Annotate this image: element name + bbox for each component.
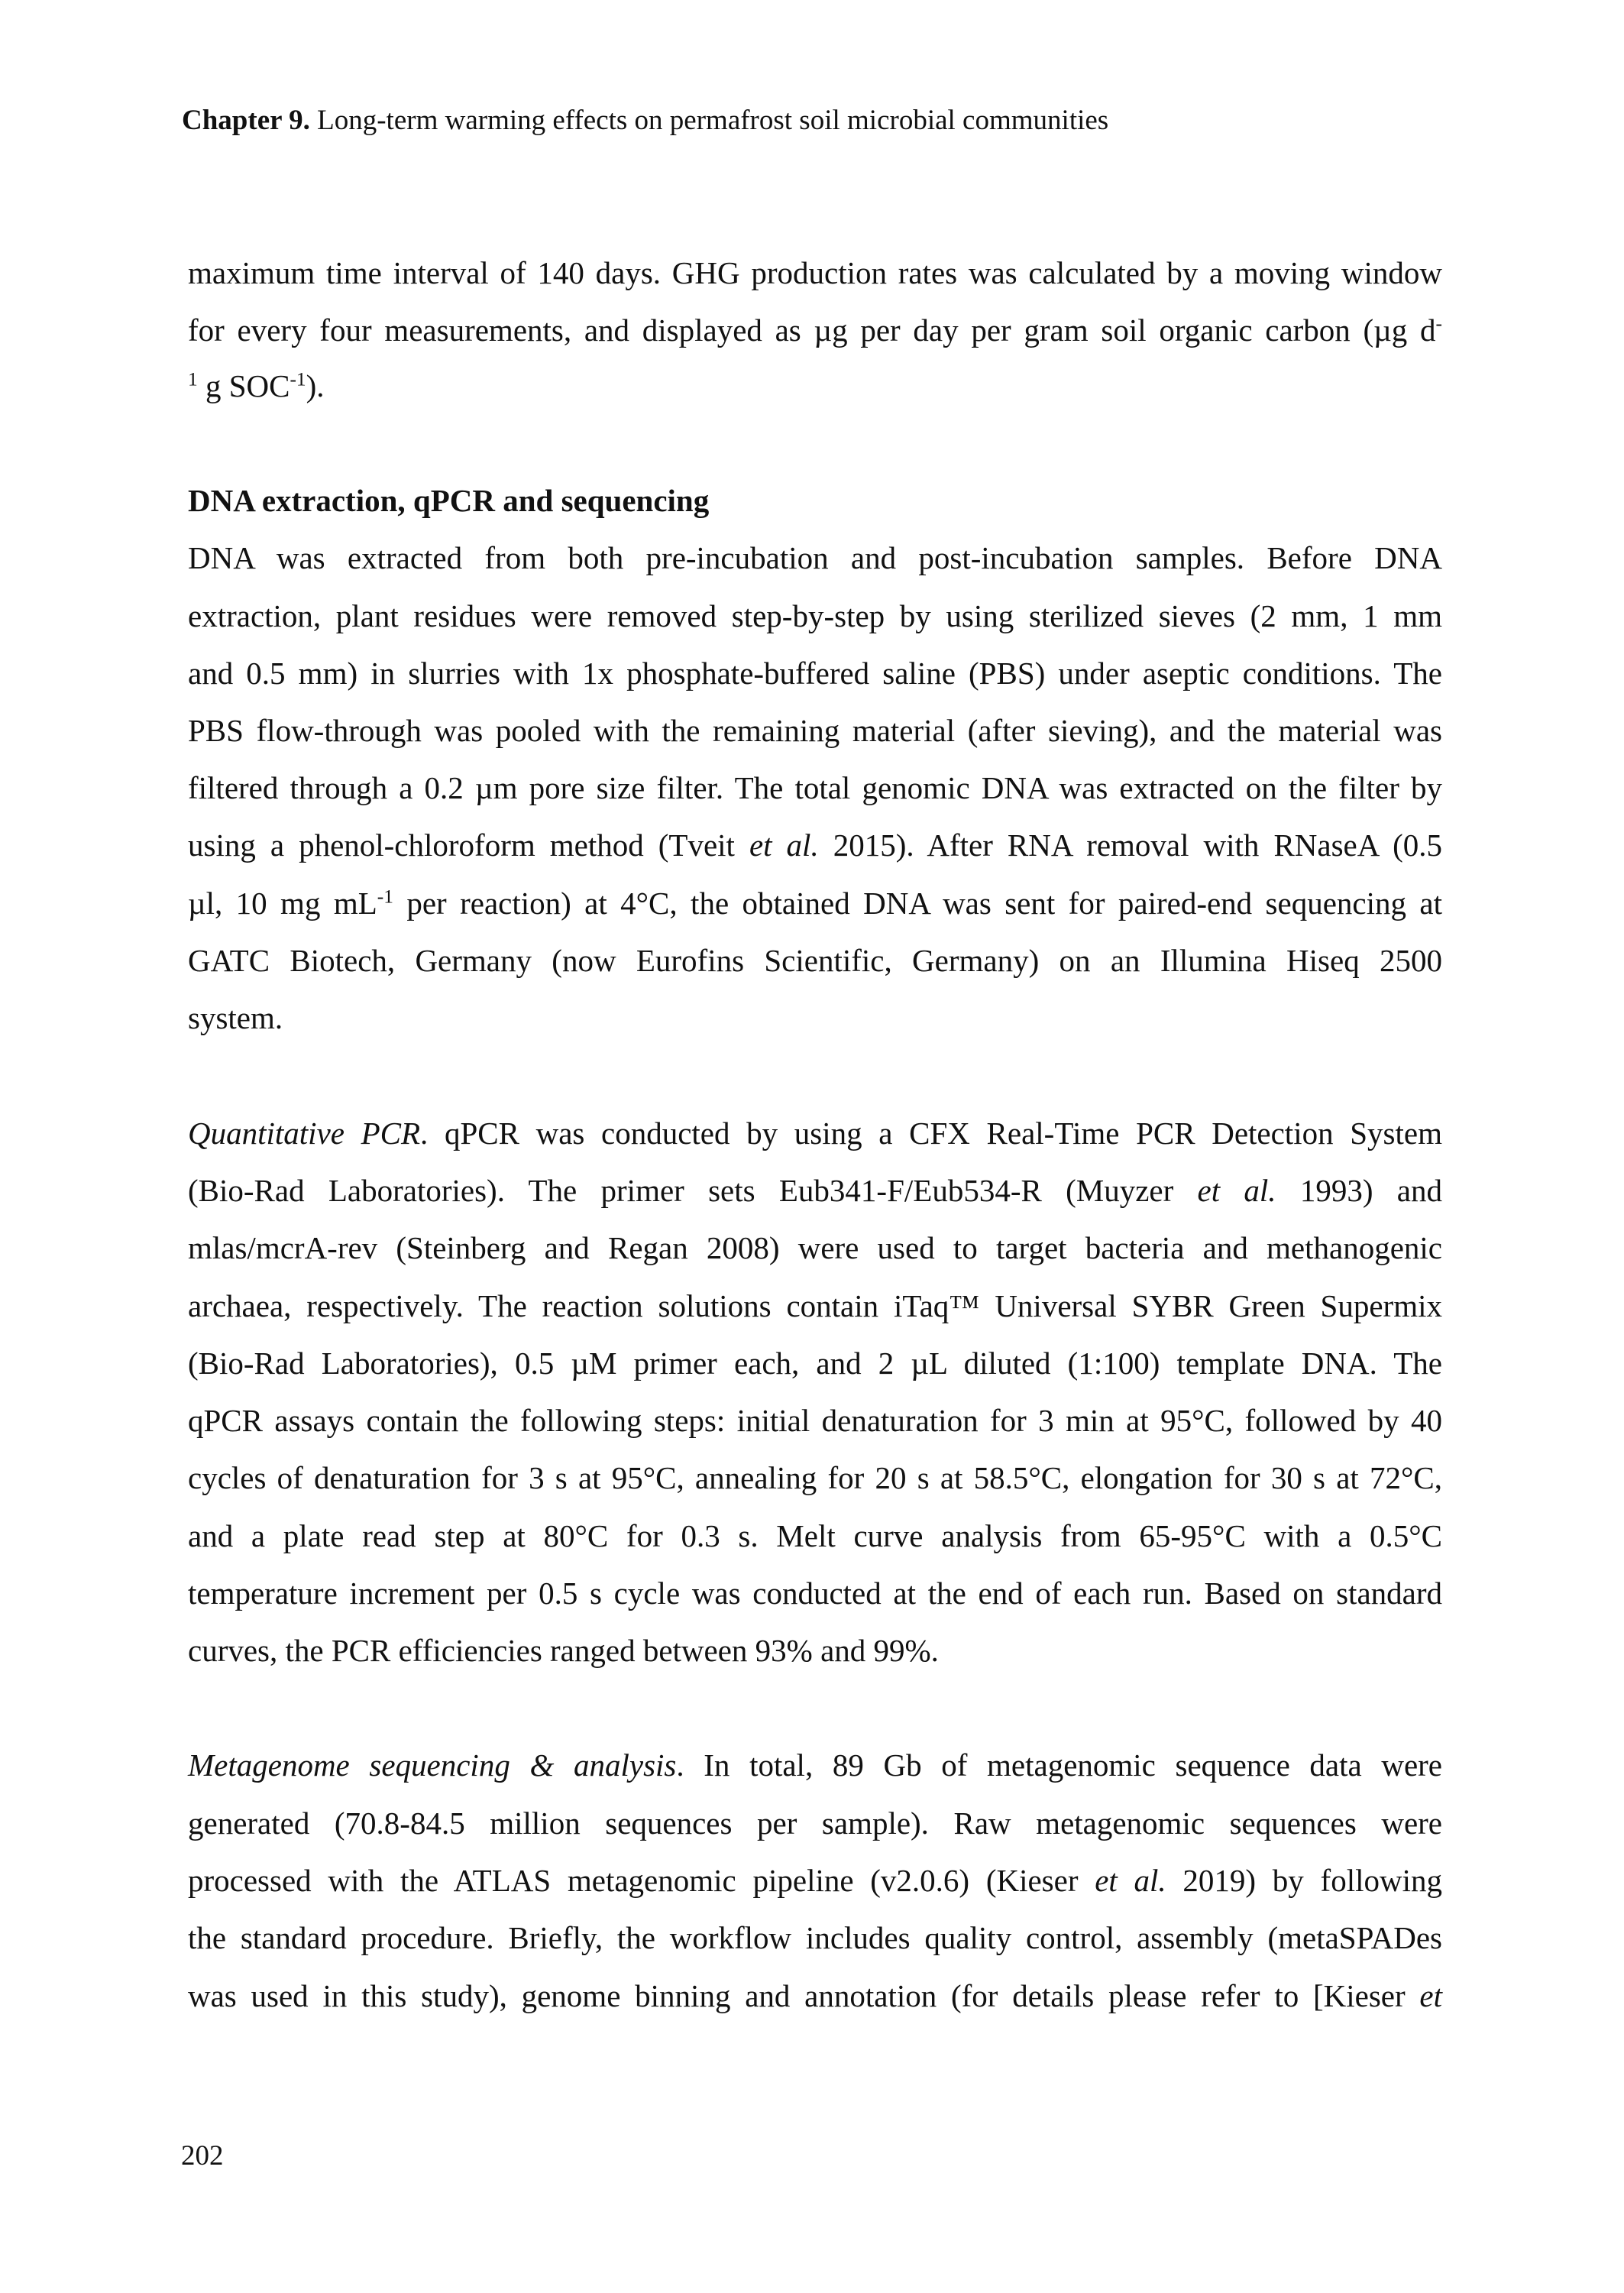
text-line: curves, the PCR efficiencies ranged between 93% and 99%. — [188, 1633, 939, 1668]
text-span: µl, 10 mg mL — [188, 886, 377, 921]
text-line — [188, 1171, 1442, 1210]
text-line: GATC Biotech, Germany (now Eurofins Scientific, Germany) on an Illumina Hiseq 2500 — [188, 943, 1442, 978]
text-line: mlas/mcrA-rev (Steinberg and Regan 2008) were used to target bacteria and methanogenic — [188, 1230, 1442, 1265]
superscript: -1 — [377, 886, 393, 908]
italic-text: et al. — [1095, 1863, 1166, 1898]
page-number: 202 — [181, 2140, 224, 2172]
run-in-heading: Metagenome sequencing & analysis — [188, 1747, 677, 1783]
text-line — [188, 1861, 1442, 1899]
superscript: -1 — [290, 368, 306, 390]
text-span: . In total, 89 Gb of metagenomic sequence data were — [676, 1747, 1442, 1783]
text-span: for every four measurements, and displayed as µg per day per gram soil organic carbon (µg d — [188, 313, 1436, 348]
text-span: . qPCR was conducted by using a CFX Real-Time PCR Detection System — [420, 1116, 1442, 1151]
chapter-label: Chapter 9. — [182, 105, 310, 136]
text-line: temperature increment per 0.5 s cycle was conducted at the end of each run. Based on standard — [188, 1576, 1442, 1611]
text-span: 2015). After RNA removal with RNaseA (0.5 — [818, 827, 1443, 863]
text-line: archaea, respectively. The reaction solutions contain iTaq™ Universal SYBR Green Supermix — [188, 1288, 1442, 1323]
text-line — [188, 1746, 1442, 1784]
text-span: was used in this study), genome binning and annotation (for details please refer to [Kieser — [188, 1978, 1420, 2013]
text-line — [188, 826, 1442, 864]
text-line: maximum time interval of 140 days. GHG production rates was calculated by a moving window — [188, 255, 1442, 290]
text-line: PBS flow-through was pooled with the remaining material (after sieving), and the material was — [188, 713, 1442, 748]
text-line — [188, 1977, 1442, 2015]
text-span: processed with the ATLAS metagenomic pipeline (v2.0.6) (Kieser — [188, 1863, 1095, 1898]
text-line — [188, 367, 1442, 405]
text-line: and 0.5 mm) in slurries with 1x phosphate-buffered saline (PBS) under aseptic conditions. The — [188, 656, 1442, 691]
italic-text: et al. — [749, 827, 819, 863]
text-span: ). — [306, 368, 325, 403]
text-span: 1993) and — [1276, 1173, 1442, 1208]
text-line: the standard procedure. Briefly, the workflow includes quality control, assembly (metaSPADes — [188, 1920, 1442, 1955]
text-line: qPCR assays contain the following steps: initial denaturation for 3 min at 95°C, followed by 40 — [188, 1403, 1442, 1438]
text-line: DNA was extracted from both pre-incubation and post-incubation samples. Before DNA — [188, 540, 1442, 575]
text-line: and a plate read step at 80°C for 0.3 s. Melt curve analysis from 65-95°C with a 0.5°C — [188, 1518, 1442, 1553]
superscript: 1 — [188, 368, 198, 390]
text-span: (Bio-Rad Laboratories). The primer sets Eub341-F/Eub534-R (Muyzer — [188, 1173, 1198, 1208]
text-span: per reaction) at 4°C, the obtained DNA was sent for paired-end sequencing at — [393, 886, 1442, 921]
text-line — [188, 884, 1442, 922]
italic-text: et al. — [1197, 1173, 1276, 1208]
section-heading: DNA extraction, qPCR and sequencing — [188, 483, 710, 518]
text-span: using a phenol-chloroform method (Tveit — [188, 827, 749, 863]
run-in-heading: Quantitative PCR — [188, 1116, 421, 1151]
text-line: (Bio-Rad Laboratories), 0.5 µM primer each, and 2 µL diluted (1:100) template DNA. The — [188, 1346, 1442, 1381]
running-header — [182, 104, 1108, 138]
text-line: cycles of denaturation for 3 s at 95°C, annealing for 20 s at 58.5°C, elongation for 30 s at 72°C, — [188, 1460, 1442, 1495]
text-line: filtered through a 0.2 µm pore size filter. The total genomic DNA was extracted on the filter by — [188, 770, 1442, 805]
text-span: g SOC — [197, 368, 290, 403]
text-line: system. — [188, 1000, 283, 1035]
italic-text: et — [1419, 1978, 1442, 2013]
text-line — [188, 1114, 1442, 1152]
text-span: 2019) by following — [1166, 1863, 1442, 1898]
superscript: - — [1435, 313, 1442, 335]
text-line: extraction, plant residues were removed step-by-step by using sterilized sieves (2 mm, 1 mm — [188, 598, 1442, 633]
text-line: generated (70.8-84.5 million sequences per sample). Raw metagenomic sequences were — [188, 1806, 1442, 1841]
text-line — [188, 311, 1442, 349]
chapter-title: Long-term warming effects on permafrost soil microbial communities — [317, 105, 1109, 136]
